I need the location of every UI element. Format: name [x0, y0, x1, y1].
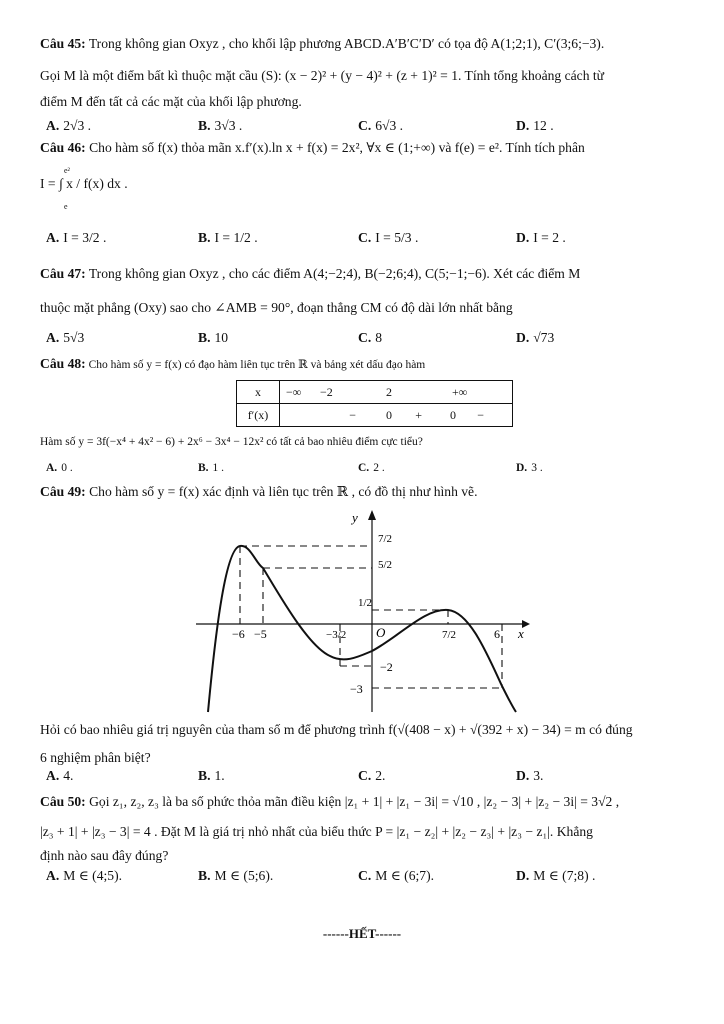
option-c: C. I = 5/3 .: [358, 230, 419, 245]
option-d: D. I = 2 .: [516, 230, 566, 245]
y-tick-label: 5/2: [378, 559, 393, 571]
option-d: D. 3 .: [516, 462, 543, 474]
option-b: B. M ∈ (5;6).: [198, 868, 274, 883]
q46-line1: Câu 46: Cho hàm số f(x) thỏa mãn x.f′(x).ln x + f(x) = 2x², ∀x ∈ (1;+∞) và f(e) = e². Tính tích phân: [40, 140, 585, 155]
q49-line1: Câu 49: Cho hàm số y = f(x) xác định và liên tục trên ℝ , có đồ thị như hình vẽ.: [40, 484, 478, 499]
option-b: B. 1 .: [198, 462, 225, 474]
end-marker: ------HẾT------: [322, 926, 402, 941]
q48-line1: Câu 48: Cho hàm số y = f(x) có đạo hàm liên tục trên ℝ và bảng xét dấu đạo hàm: [40, 356, 426, 371]
q45-line2: Gọi M là một điểm bất kì thuộc mặt cầu (S): (x − 2)² + (y − 4)² + (z + 1)² = 1. Tính tổng khoảng cách từ: [40, 68, 605, 83]
table-cell: −∞ −2 2 +∞: [280, 381, 513, 404]
option-c: C. M ∈ (6;7).: [358, 868, 434, 883]
q47-options: [46, 330, 686, 352]
q48-options: [46, 462, 686, 484]
option-c: C. 6√3 .: [358, 118, 404, 133]
q48-line2: Hàm số y = 3f(−x⁴ + 4x² − 6) + 2x⁶ − 3x⁴ − 12x² có tất cả bao nhiêu điểm cực tiểu?: [40, 436, 423, 448]
y-tick-label: 7/2: [378, 533, 393, 545]
y-axis-arrow: [368, 510, 376, 520]
q50-options: [46, 868, 686, 890]
y-axis-label: y: [352, 510, 358, 525]
x-tick-label: −3/2: [326, 629, 347, 641]
y-tick-label: −2: [380, 660, 393, 674]
option-c: C. 8: [358, 330, 383, 345]
q45-line1: Câu 45: Trong không gian Oxyz , cho khối lập phương ABCD.A′B′C′D′ có tọa độ A(1;2;1), C′(3;6;−3).: [40, 36, 605, 51]
table-cell: − 0 + 0 −: [280, 404, 513, 427]
q46-integral: e² I = ∫ x / f(x) dx . e: [40, 166, 128, 211]
option-d: D. √73: [516, 330, 555, 345]
option-c: C. 2.: [358, 768, 386, 783]
x-tick-label: 6: [494, 627, 500, 641]
q47-line2: thuộc mặt phẳng (Oxy) sao cho ∠AMB = 90°, đoạn thẳng CM có độ dài lớn nhất bằng: [40, 300, 513, 315]
option-b: B. I = 1/2 .: [198, 230, 258, 245]
option-a: A. 2√3 .: [46, 118, 92, 133]
q45-line3: điểm M đến tất cả các mặt của khối lập phương.: [40, 94, 302, 109]
option-a: A. 5√3: [46, 330, 85, 345]
q45-options: [46, 118, 686, 140]
option-a: A. M ∈ (4;5).: [46, 868, 122, 883]
x-axis-label: x: [518, 626, 524, 641]
option-b: B. 10: [198, 330, 229, 345]
x-tick-label: −6: [232, 627, 245, 641]
option-b: B. 3√3 .: [198, 118, 243, 133]
origin-label: O: [376, 625, 386, 640]
q47-line1: Câu 47: Trong không gian Oxyz , cho các điểm A(4;−2;4), B(−2;6;4), C(5;−1;−6). Xét các điểm M: [40, 266, 581, 281]
option-a: A. 4.: [46, 768, 74, 783]
option-d: D. M ∈ (7;8) .: [516, 868, 596, 883]
sign-table: [236, 380, 513, 427]
q49-line3: 6 nghiệm phân biệt?: [40, 750, 151, 765]
q46-options: [46, 230, 686, 252]
option-c: C. 2 .: [358, 462, 385, 474]
y-tick-label: −3: [350, 682, 363, 696]
q49-options: [46, 768, 686, 790]
x-tick-label: −5: [254, 627, 267, 641]
option-d: D. 3.: [516, 768, 544, 783]
q50-line3: định nào sau đây đúng?: [40, 848, 169, 863]
table-cell: x: [237, 381, 280, 404]
function-graph: [190, 506, 530, 716]
x-tick-label: 7/2: [442, 629, 457, 641]
q50-line2: |z₃ + 1| + |z₃ − 3| = 4 . Đặt M là giá trị nhỏ nhất của biểu thức P = |z₁ − z₂| + |z₂ − z₃| + |z₃ − z₁|. Khẳng: [40, 824, 593, 839]
q50-line1: Câu 50: Gọi z₁, z₂, z₃ là ba số phức thỏa mãn điều kiện |z₁ + 1| + |z₁ − 3i| = √10 , |z₂ − 3| + |z₂ − 3i| = 3√2 ,: [40, 794, 620, 809]
y-tick-label: 1/2: [358, 597, 373, 609]
table-cell: f′(x): [237, 404, 280, 427]
option-a: A. I = 3/2 .: [46, 230, 107, 245]
option-d: D. 12 .: [516, 118, 554, 133]
option-b: B. 1.: [198, 768, 225, 783]
q49-line2: Hỏi có bao nhiêu giá trị nguyên của tham số m để phương trình f(√(408 − x) + √(392 + x) − 34) = m có đúng: [40, 722, 633, 737]
option-a: A. 0 .: [46, 462, 73, 474]
